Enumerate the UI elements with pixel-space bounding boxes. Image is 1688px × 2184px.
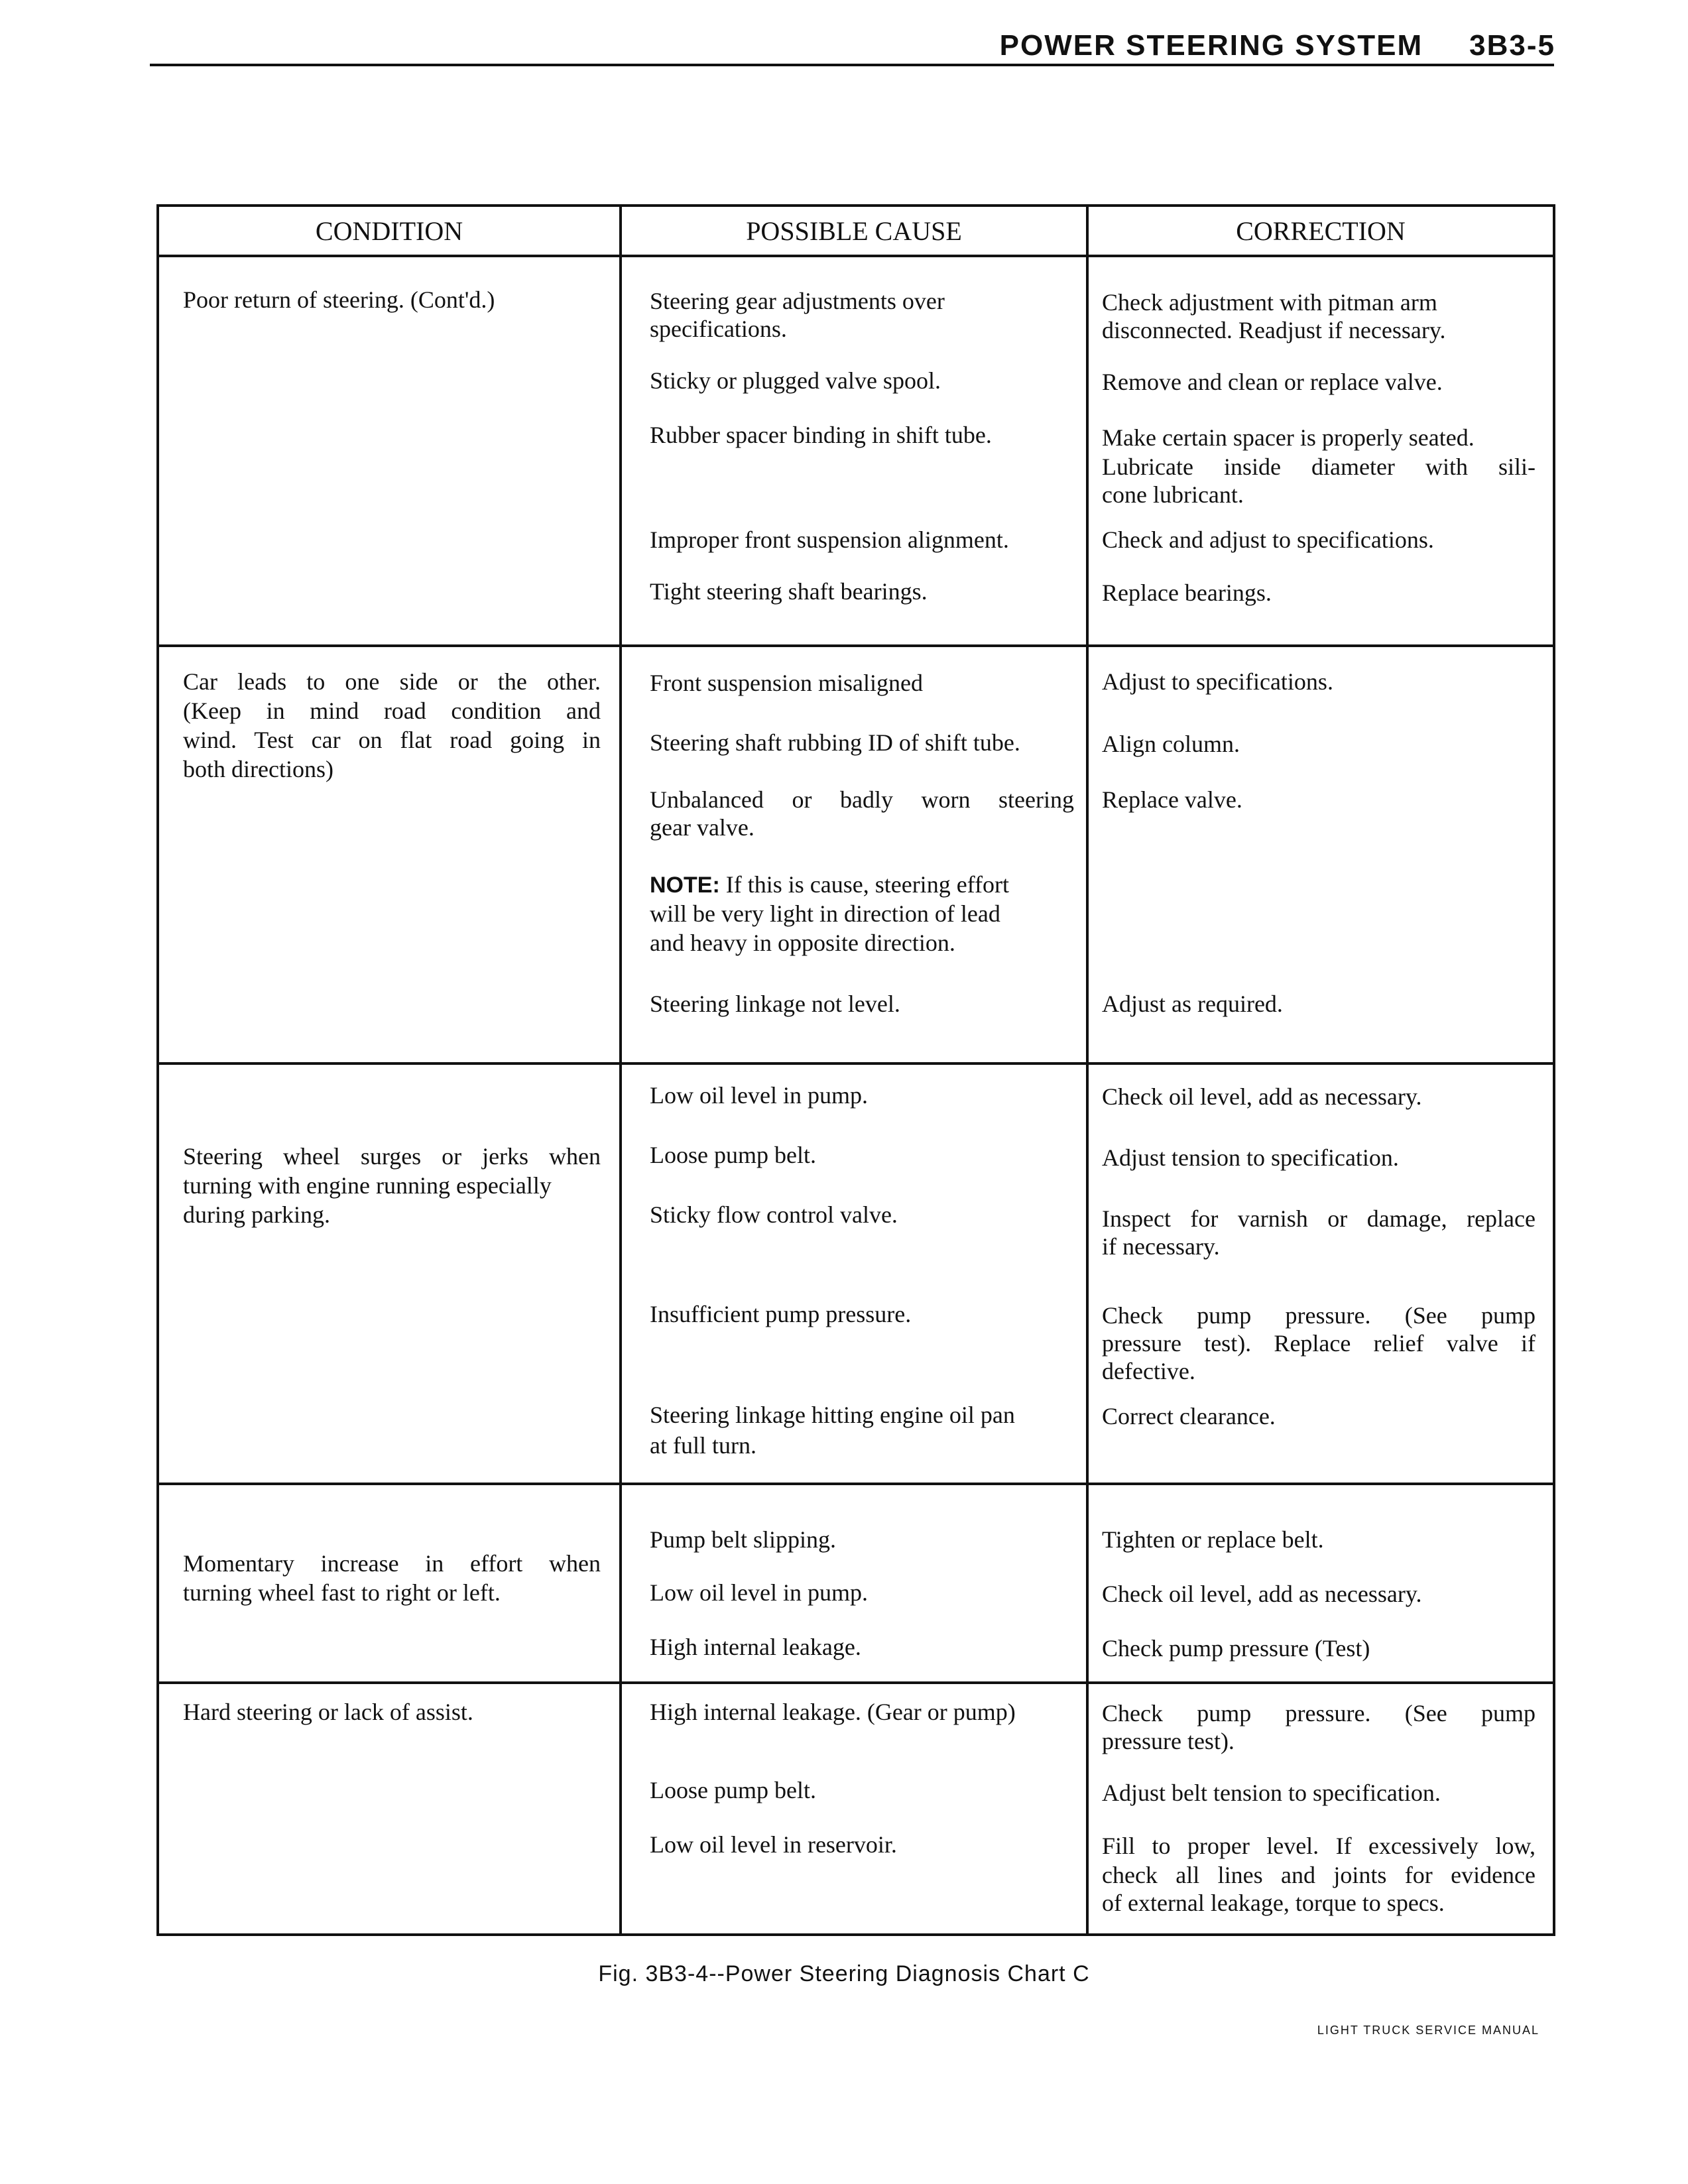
cause-text: gear valve.	[650, 814, 754, 841]
correction-text: Adjust as required.	[1102, 991, 1283, 1017]
figure-caption: Fig. 3B3-4--Power Steering Diagnosis Chart C	[598, 1961, 1090, 1986]
condition-text: Momentary increase in effort when	[183, 1550, 601, 1577]
condition-text: turning with engine running especially	[183, 1172, 552, 1199]
column-divider	[1086, 207, 1089, 1933]
correction-text: pressure test). Replace relief valve if	[1102, 1330, 1536, 1357]
condition-text: Steering wheel surges or jerks when	[183, 1143, 601, 1170]
cause-text: Insufficient pump pressure.	[650, 1301, 912, 1327]
row-separator	[159, 1681, 1553, 1684]
note-label: NOTE:	[650, 873, 720, 898]
cause-text: at full turn.	[650, 1432, 756, 1459]
correction-text: Check adjustment with pitman arm	[1102, 289, 1437, 316]
column-divider	[619, 207, 622, 1933]
cause-text: Sticky flow control valve.	[650, 1201, 898, 1228]
correction-text: of external leakage, torque to specs.	[1102, 1890, 1445, 1916]
correction-text: Make certain spacer is properly seated.	[1102, 424, 1475, 451]
table-header-row	[159, 207, 1553, 257]
correction-text: check all lines and joints for evidence	[1102, 1862, 1536, 1888]
correction-text: Check pump pressure. (See pump	[1102, 1302, 1536, 1329]
cause-text: Rubber spacer binding in shift tube.	[650, 422, 992, 448]
correction-text: Tighten or replace belt.	[1102, 1526, 1324, 1553]
correction-text: Adjust to specifications.	[1102, 668, 1333, 695]
condition-text: Poor return of steering. (Cont'd.)	[183, 286, 495, 313]
correction-text: if necessary.	[1102, 1233, 1220, 1260]
correction-text: Replace valve.	[1102, 786, 1242, 813]
correction-text: Adjust tension to specification.	[1102, 1144, 1399, 1171]
cause-text: specifications.	[650, 316, 787, 342]
column-header-correction: CORRECTION	[1236, 215, 1406, 246]
page-number: 3B3-5	[1469, 29, 1555, 62]
correction-text: Check pump pressure (Test)	[1102, 1635, 1370, 1662]
column-header-possible-cause: POSSIBLE CAUSE	[746, 215, 962, 246]
note-text: will be very light in direction of lead	[650, 900, 1000, 927]
condition-text: during parking.	[183, 1201, 330, 1228]
cause-text: Steering linkage not level.	[650, 991, 900, 1017]
correction-text: Inspect for varnish or damage, replace	[1102, 1205, 1536, 1232]
condition-text: Car leads to one side or the other.	[183, 668, 601, 695]
cause-text: High internal leakage.	[650, 1634, 861, 1660]
row-separator	[159, 1483, 1553, 1485]
row-separator	[159, 644, 1553, 647]
correction-text: Align column.	[1102, 731, 1240, 757]
header-rule	[150, 64, 1554, 66]
page-header	[1000, 29, 1555, 62]
cause-text: Steering linkage hitting engine oil pan	[650, 1402, 1015, 1428]
cause-text: Improper front suspension alignment.	[650, 526, 1009, 553]
cause-text: Steering gear adjustments over	[650, 288, 945, 314]
column-header-condition: CONDITION	[315, 215, 463, 246]
correction-text: disconnected. Readjust if necessary.	[1102, 317, 1446, 343]
condition-text: both directions)	[183, 756, 333, 782]
diagnosis-table	[156, 204, 1555, 1936]
correction-text: cone lubricant.	[1102, 481, 1244, 508]
note-text: NOTE: If this is cause, steering effort	[650, 871, 1009, 898]
condition-text: turning wheel fast to right or left.	[183, 1579, 501, 1606]
cause-text: Tight steering shaft bearings.	[650, 578, 928, 605]
cause-text: Sticky or plugged valve spool.	[650, 367, 941, 394]
cause-text: Steering shaft rubbing ID of shift tube.	[650, 729, 1020, 756]
correction-text: Check and adjust to specifications.	[1102, 526, 1434, 553]
cause-text: Front suspension misaligned	[650, 670, 923, 696]
note-text: and heavy in opposite direction.	[650, 930, 955, 956]
section-title: POWER STEERING SYSTEM	[999, 29, 1423, 62]
cause-text: Loose pump belt.	[650, 1142, 816, 1168]
footer-manual-name: LIGHT TRUCK SERVICE MANUAL	[1317, 2024, 1539, 2037]
cause-text: High internal leakage. (Gear or pump)	[650, 1699, 1016, 1725]
correction-text: Check pump pressure. (See pump	[1102, 1700, 1536, 1727]
correction-text: pressure test).	[1102, 1728, 1235, 1754]
condition-text: (Keep in mind road condition and	[183, 698, 601, 724]
correction-text: Adjust belt tension to specification.	[1102, 1780, 1441, 1806]
condition-text: Hard steering or lack of assist.	[183, 1699, 473, 1725]
cause-text: Loose pump belt.	[650, 1777, 816, 1803]
correction-text: Replace bearings.	[1102, 579, 1272, 606]
correction-text: Correct clearance.	[1102, 1403, 1276, 1429]
row-separator	[159, 1062, 1553, 1065]
correction-text: Lubricate inside diameter with sili-	[1102, 454, 1536, 480]
correction-text: Check oil level, add as necessary.	[1102, 1581, 1422, 1607]
cause-text: Unbalanced or badly worn steering	[650, 786, 1074, 813]
cause-text: Low oil level in pump.	[650, 1082, 868, 1109]
cause-text: Low oil level in pump.	[650, 1579, 868, 1606]
correction-text: Fill to proper level. If excessively low,	[1102, 1833, 1536, 1859]
correction-text: Check oil level, add as necessary.	[1102, 1083, 1422, 1110]
cause-text: Low oil level in reservoir.	[650, 1831, 897, 1858]
condition-text: wind. Test car on flat road going in	[183, 727, 601, 753]
correction-text: defective.	[1102, 1358, 1195, 1384]
correction-text: Remove and clean or replace valve.	[1102, 369, 1443, 395]
cause-text: Pump belt slipping.	[650, 1526, 837, 1553]
